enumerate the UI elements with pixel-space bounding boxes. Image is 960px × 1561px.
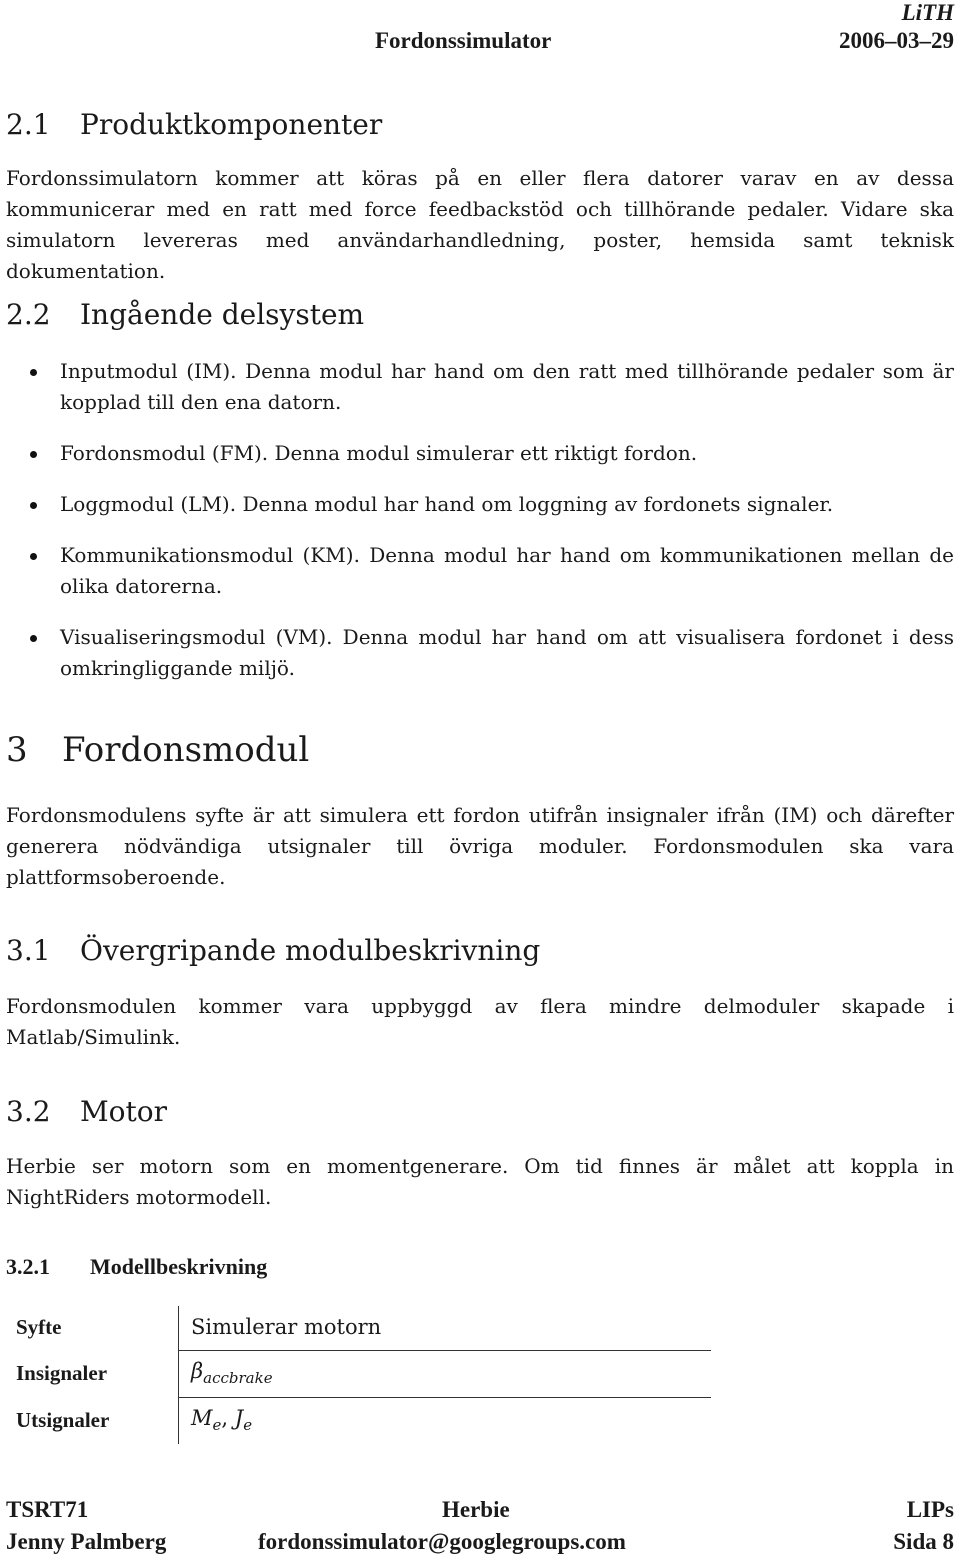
list-item-text: Visualiseringsmodul (VM). Denna modul har hand om att visualisera fordonet i dess omkringliggande miljö. [60,625,954,680]
footer-lips: LIPs [906,1497,954,1522]
section-3-1-body: Fordonsmodulen kommer vara uppbyggd av flera mindre delmoduler skapade i Matlab/Simulink. [6,994,954,1049]
section-title: Ingående delsystem [80,298,365,331]
bullet-icon [30,553,37,560]
spec-key: Syfte [6,1306,179,1351]
list-item-text: Inputmodul (IM). Denna modul har hand om den ratt med tillhörande pedaler som är kopplad till den ena datorn. [60,359,954,414]
list-item [30,489,954,520]
j-subscript: e [243,1416,253,1435]
list-item-text: Kommunikationsmodul (KM). Denna modul har hand om kommunikationen mellan de olika datorerna. [60,543,954,598]
spec-key: Insignaler [6,1351,179,1398]
section-number: 2.1 [6,108,51,141]
beta-subscript: accbrake [203,1369,273,1388]
footer-line-1 [0,1497,960,1527]
page-header [0,0,960,60]
section-title: Övergripande modulbeskrivning [80,934,541,967]
list-item [30,622,954,684]
footer-author: Jenny Palmberg [6,1529,167,1554]
list-item [30,438,954,469]
bullet-icon [30,635,37,642]
section-3-2-1-heading [6,1254,267,1280]
section-3-2-heading [6,1095,167,1128]
section-2-1-body: Fordonssimulatorn kommer att köras på en eller flera datorer varav en av dessa kommunicerar med en ratt med force feedbackstöd och tillhörande pedaler. Vidare ska simulatorn levereras med användarhandledning, poster, hemsida samt teknisk dokumentation. [6,166,954,283]
footer-email: fordonssimulator@googlegroups.com [258,1529,626,1554]
section-title: Produktkomponenter [80,108,383,141]
list-item-text: Loggmodul (LM). Denna modul har hand om loggning av fordonets signaler. [60,492,834,516]
header-date: 2006–03–29 [839,28,954,53]
header-title: Fordonssimulator [375,28,552,53]
section-number: 3.1 [6,934,51,967]
model-spec-table [6,1306,711,1444]
section-number: 3 [6,730,28,770]
spec-value: Simulerar motorn [179,1306,712,1351]
j-symbol: J [234,1406,244,1431]
footer-course: TSRT71 [6,1497,89,1522]
section-3-body: Fordonsmodulens syfte är att simulera ett fordon utifrån insignaler ifrån (IM) och därefter generera nödvändiga utsignaler till övriga moduler. Fordonsmodulen ska vara plattformsoberoende. [6,803,954,889]
section-title: Modellbeskrivning [90,1254,268,1279]
section-3-2-body: Herbie ser motorn som en momentgenerare. Om tid finnes är målet att koppla in NightRiders motormodell. [6,1154,954,1209]
section-2-1-heading [6,108,382,141]
m-subscript: e [212,1416,222,1435]
bullet-icon [30,369,37,376]
list-item [30,356,954,418]
section-2-2-heading [6,298,364,331]
list-item-text: Fordonsmodul (FM). Denna modul simulerar ett riktigt fordon. [60,441,698,465]
spec-key: Utsignaler [6,1398,179,1445]
section-title: Motor [80,1095,168,1128]
spec-value [179,1351,712,1398]
list-item [30,540,954,602]
separator: , [221,1406,235,1431]
section-3-1-heading [6,934,540,967]
footer-group: Herbie [442,1497,510,1522]
subsystem-list [30,356,954,704]
section-number: 3.2 [6,1095,51,1128]
table-row [6,1306,711,1351]
table-row [6,1398,711,1445]
table-row [6,1351,711,1398]
bullet-icon [30,502,37,509]
bullet-icon [30,451,37,458]
footer-line-2 [0,1529,960,1559]
section-3-heading [6,730,309,770]
section-number: 3.2.1 [6,1254,50,1279]
section-number: 2.2 [6,298,51,331]
footer-page: Sida 8 [893,1529,954,1554]
spec-value [179,1398,712,1445]
section-title: Fordonsmodul [62,730,310,770]
beta-symbol: β [191,1359,204,1383]
m-symbol: M [191,1406,213,1431]
header-lith: LiTH [901,0,954,25]
